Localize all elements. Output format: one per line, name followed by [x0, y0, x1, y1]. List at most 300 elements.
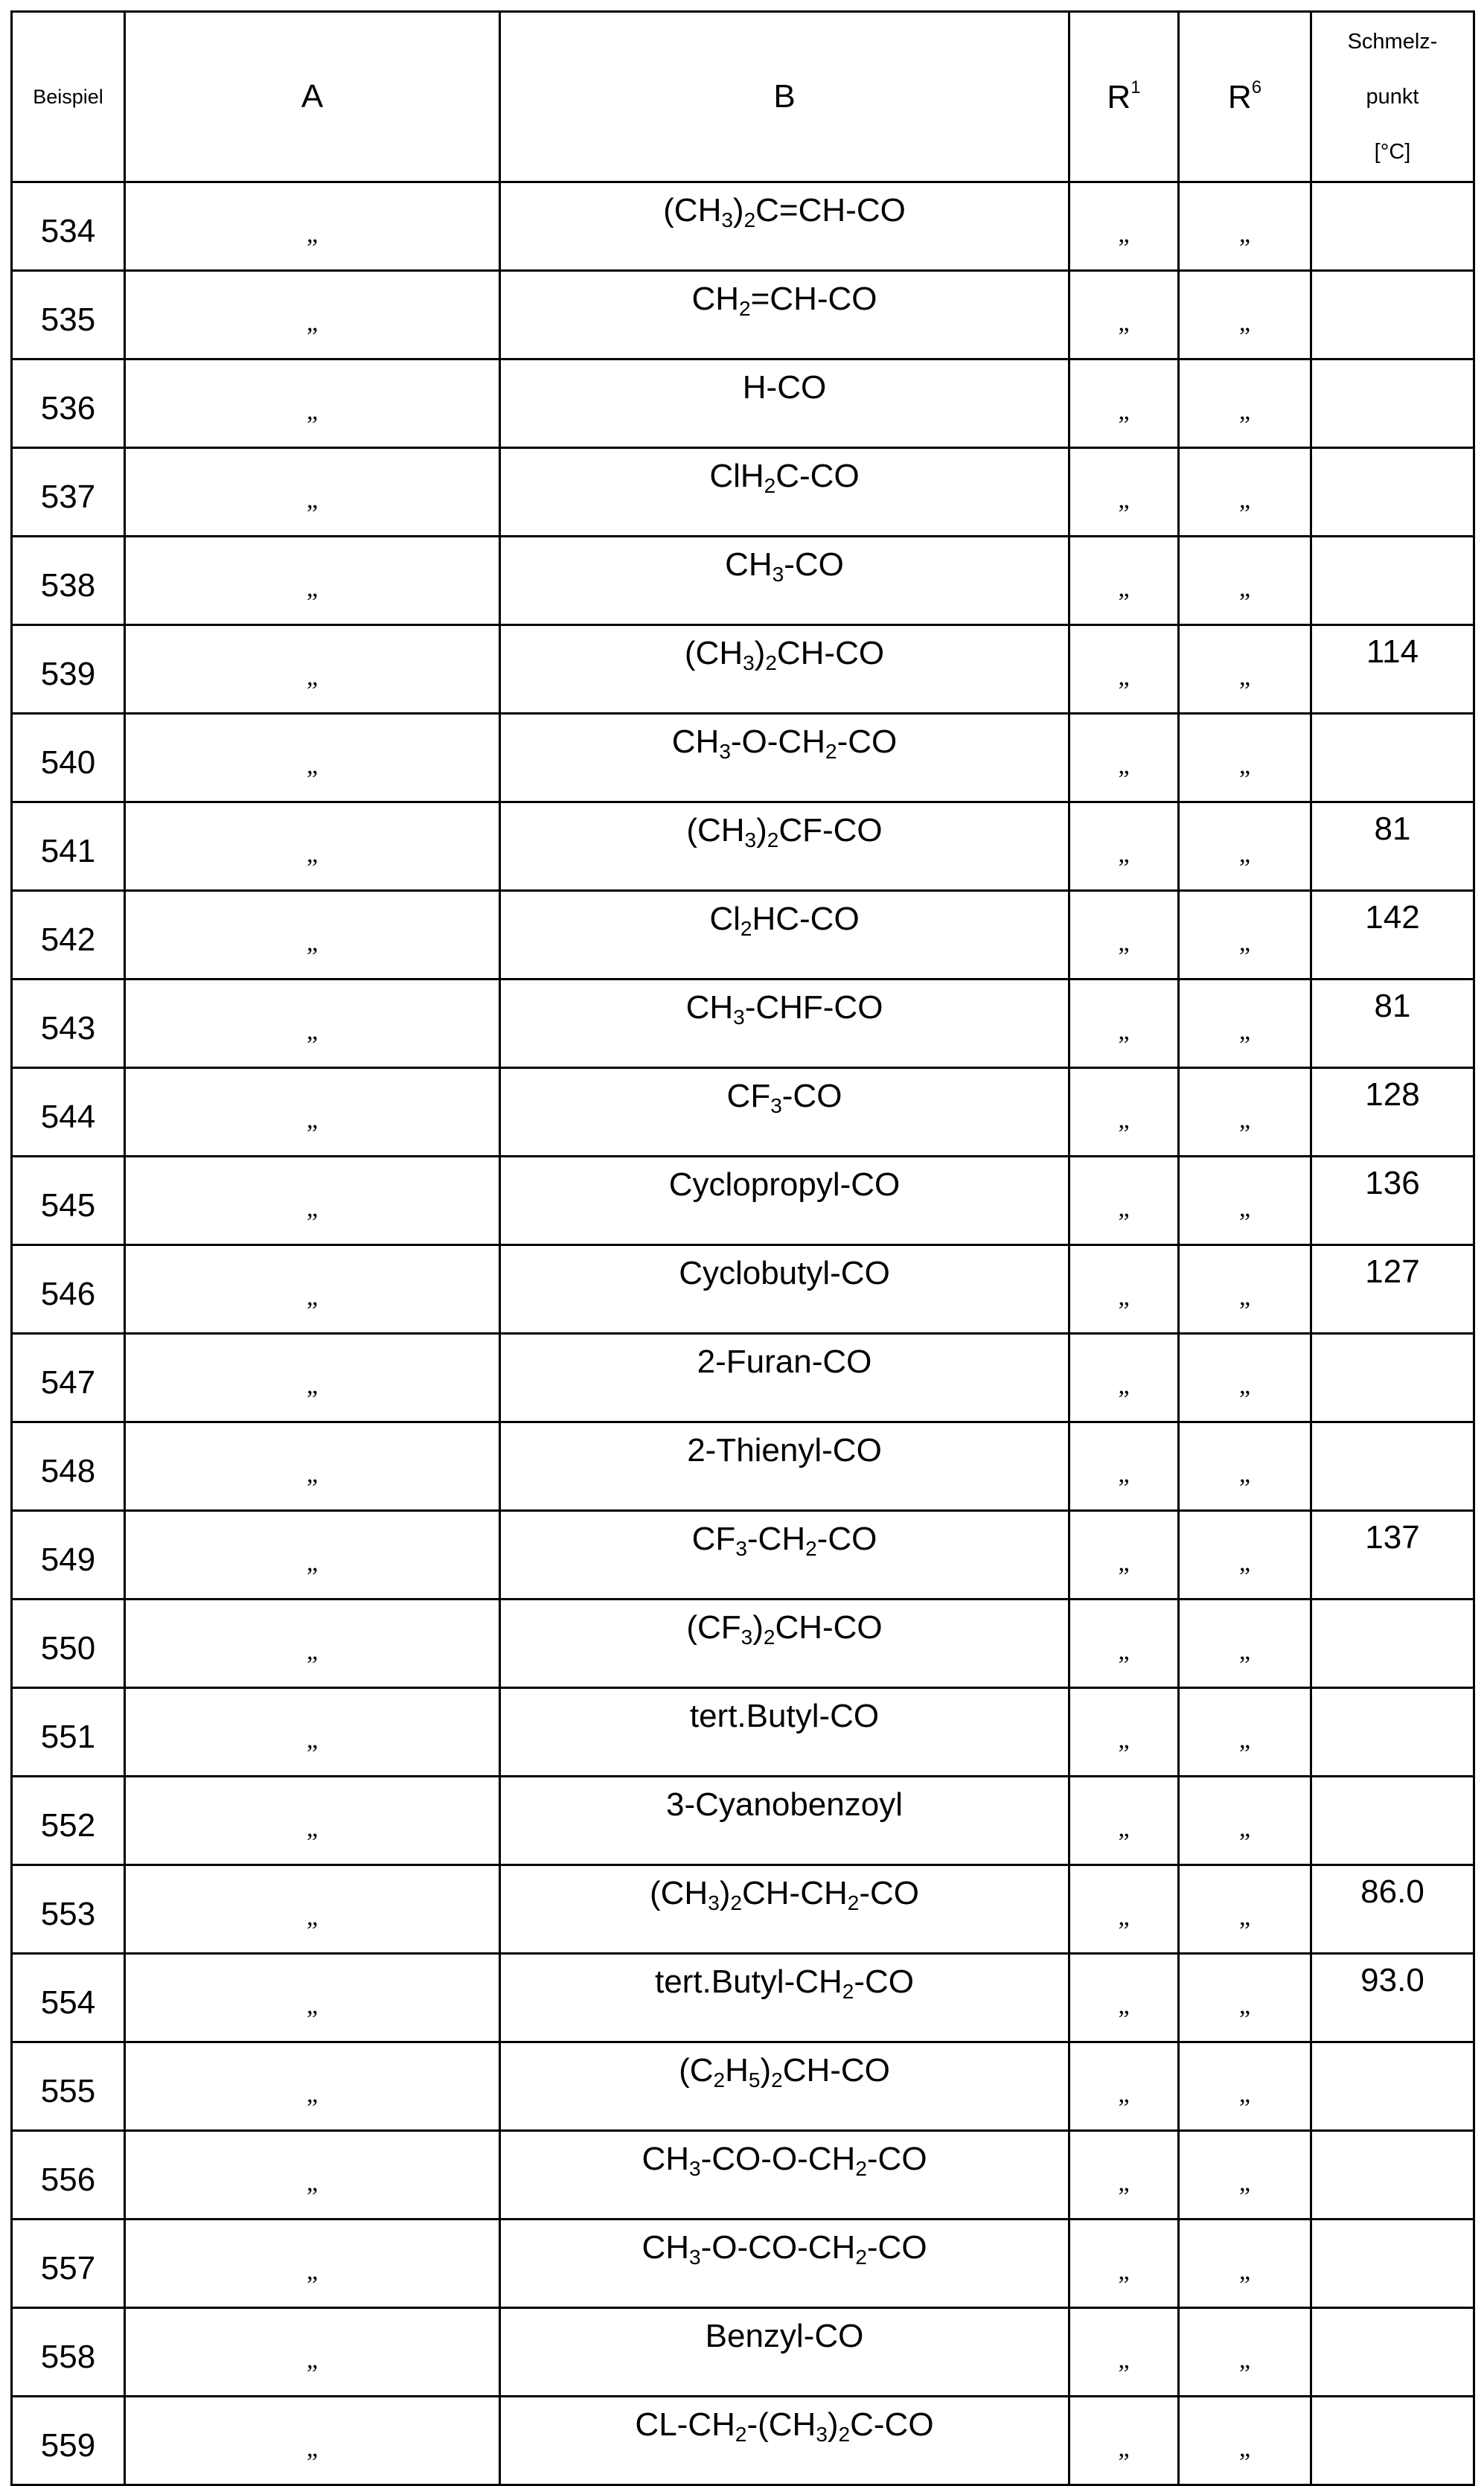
formula-segment: CH-CO: [775, 1609, 883, 1646]
beispiel-cell: 538: [12, 537, 125, 625]
a-cell-ditto: „: [125, 802, 500, 891]
formula-segment: tert.Butyl-CH: [654, 1963, 842, 2000]
a-cell-ditto: „: [125, 1422, 500, 1511]
melting-point-cell: [1311, 1511, 1474, 1600]
formula-segment: CH: [671, 723, 720, 760]
r1-cell-ditto: „: [1069, 1511, 1179, 1600]
formula-segment: 3-Cyanobenzoyl: [666, 1786, 903, 1823]
formula-segment: CH-CH: [742, 1875, 848, 1911]
a-cell-ditto: „: [125, 448, 500, 537]
r1-cell-ditto: „: [1069, 802, 1179, 891]
table-row: [12, 1068, 1474, 1157]
formula-subscript: 3: [735, 1537, 747, 1560]
formula-subscript: 3: [816, 2423, 828, 2446]
melting-point-cell: [1311, 1422, 1474, 1511]
formula-segment: (CH: [686, 812, 745, 849]
formula-subscript: 3: [741, 1626, 753, 1649]
r1-cell-ditto: „: [1069, 182, 1179, 271]
beispiel-cell: 550: [12, 1600, 125, 1688]
formula-segment: H-CO: [742, 369, 827, 406]
b-cell-formula: [500, 1245, 1069, 1334]
formula-text: [501, 1521, 1068, 1561]
formula-segment: -CO: [854, 1963, 915, 2000]
melting-point-cell: [1311, 1954, 1474, 2042]
formula-text: [501, 1875, 1068, 1915]
formula-segment: -(CH: [746, 2406, 816, 2443]
table-body: [12, 182, 1474, 2485]
b-cell-formula: [500, 1422, 1069, 1511]
b-cell-formula: [500, 1865, 1069, 1954]
table-row: [12, 2131, 1474, 2220]
formula-text: [501, 1609, 1068, 1649]
formula-segment: (CF: [686, 1609, 741, 1646]
table-row: [12, 360, 1474, 448]
table-row: [12, 891, 1474, 980]
formula-subscript: 3: [708, 1891, 720, 1914]
formula-segment: HC-CO: [752, 901, 860, 937]
b-cell-formula: [500, 2131, 1069, 2220]
formula-text: [501, 281, 1068, 321]
beispiel-cell: 535: [12, 271, 125, 360]
a-cell-ditto: „: [125, 1954, 500, 2042]
r6-cell-ditto: „: [1179, 1157, 1311, 1245]
formula-subscript: 3: [733, 1006, 745, 1029]
a-cell-ditto: „: [125, 537, 500, 625]
r6-cell-ditto: „: [1179, 1511, 1311, 1600]
melting-point-cell: [1311, 2042, 1474, 2131]
formula-subscript: 3: [689, 2246, 701, 2269]
beispiel-cell: 541: [12, 802, 125, 891]
r1-cell-ditto: „: [1069, 1334, 1179, 1422]
r6-cell-ditto: „: [1179, 1688, 1311, 1777]
r1-cell-ditto: „: [1069, 1068, 1179, 1157]
formula-subscript: 2: [838, 2423, 851, 2446]
table-row: [12, 2220, 1474, 2308]
beispiel-cell: 539: [12, 625, 125, 714]
a-cell-ditto: „: [125, 2308, 500, 2397]
header-r6: [1179, 12, 1311, 182]
formula-segment: CH: [685, 989, 734, 1026]
r6-cell-ditto: „: [1179, 1422, 1311, 1511]
header-row: [12, 12, 1474, 182]
formula-segment: ): [754, 635, 766, 671]
melting-point-cell: [1311, 802, 1474, 891]
beispiel-cell: 549: [12, 1511, 125, 1600]
formula-subscript: 3: [744, 828, 757, 851]
formula-subscript: 3: [719, 740, 731, 763]
formula-text: [501, 1255, 1068, 1292]
formula-segment: -CO: [784, 546, 844, 583]
formula-segment: -CO: [866, 2141, 927, 2177]
formula-text: [501, 458, 1068, 498]
formula-subscript: 2: [743, 208, 756, 231]
table-row: [12, 1334, 1474, 1422]
beispiel-cell: 558: [12, 2308, 125, 2397]
b-cell-formula: [500, 1954, 1069, 2042]
b-cell-formula: [500, 1511, 1069, 1600]
formula-segment: CF: [691, 1521, 736, 1557]
a-cell-ditto: „: [125, 1688, 500, 1777]
r6-cell-ditto: „: [1179, 537, 1311, 625]
formula-text: [501, 635, 1068, 675]
a-cell-ditto: „: [125, 360, 500, 448]
table-row: [12, 1245, 1474, 1334]
b-cell-formula: [500, 1777, 1069, 1865]
formula-subscript: 3: [721, 208, 733, 231]
table-row: [12, 2042, 1474, 2131]
formula-text: [501, 1963, 1068, 2004]
a-cell-ditto: „: [125, 1511, 500, 1600]
formula-segment: ): [732, 192, 744, 229]
formula-text: [501, 901, 1068, 941]
r1-cell-ditto: „: [1069, 1777, 1179, 1865]
formula-segment: C-CO: [775, 458, 860, 494]
b-cell-formula: [500, 1157, 1069, 1245]
melting-point-value: 86.0: [1360, 1873, 1424, 1910]
melting-point-cell: [1311, 448, 1474, 537]
header-a: A: [125, 12, 500, 182]
r1-cell-ditto: „: [1069, 1422, 1179, 1511]
a-cell-ditto: „: [125, 1157, 500, 1245]
b-cell-formula: [500, 2308, 1069, 2397]
a-cell-ditto: „: [125, 891, 500, 980]
a-cell-ditto: „: [125, 182, 500, 271]
beispiel-cell: 556: [12, 2131, 125, 2220]
formula-segment: ): [827, 2406, 839, 2443]
a-cell-ditto: „: [125, 2042, 500, 2131]
table-row: [12, 182, 1474, 271]
b-cell-formula: [500, 271, 1069, 360]
melting-point-cell: [1311, 625, 1474, 714]
b-cell-formula: [500, 802, 1069, 891]
melting-point-cell: [1311, 1865, 1474, 1954]
formula-segment: Cl: [709, 901, 741, 937]
formula-text: [501, 2406, 1068, 2447]
formula-subscript: 2: [763, 1626, 775, 1649]
formula-text: [501, 1343, 1068, 1381]
formula-text: [501, 2052, 1068, 2092]
b-cell-formula: [500, 1688, 1069, 1777]
formula-text: [501, 2229, 1068, 2269]
beispiel-cell: 559: [12, 2397, 125, 2485]
melting-point-cell: [1311, 714, 1474, 802]
melting-point-value: 93.0: [1360, 1962, 1424, 1998]
r1-cell-ditto: „: [1069, 2042, 1179, 2131]
header-r6-sup: 6: [1251, 77, 1262, 98]
formula-subscript: 3: [770, 1094, 782, 1117]
formula-subscript: 3: [743, 651, 755, 674]
formula-text: [501, 723, 1068, 764]
r6-cell-ditto: „: [1179, 2308, 1311, 2397]
r6-cell-ditto: „: [1179, 360, 1311, 448]
header-b: B: [500, 12, 1069, 182]
beispiel-cell: 545: [12, 1157, 125, 1245]
b-cell-formula: [500, 1600, 1069, 1688]
beispiel-cell: 553: [12, 1865, 125, 1954]
beispiel-cell: 537: [12, 448, 125, 537]
formula-text: [501, 2141, 1068, 2181]
melting-point-cell: [1311, 1600, 1474, 1688]
r1-cell-ditto: „: [1069, 1688, 1179, 1777]
formula-segment: -O-CH: [730, 723, 825, 760]
melting-point-cell: [1311, 1245, 1474, 1334]
melting-point-cell: [1311, 1334, 1474, 1422]
b-cell-formula: [500, 980, 1069, 1068]
formula-segment: CH: [642, 2141, 689, 2177]
formula-segment: CF-CO: [778, 812, 883, 849]
beispiel-cell: 542: [12, 891, 125, 980]
formula-text: [501, 1432, 1068, 1469]
formula-segment: CH-CO: [776, 635, 885, 671]
formula-segment: CH: [725, 546, 773, 583]
a-cell-ditto: „: [125, 1245, 500, 1334]
melting-point-cell: [1311, 2308, 1474, 2397]
header-beispiel: Beispiel: [12, 12, 125, 182]
melting-point-value: 127: [1365, 1253, 1420, 1290]
melting-point-cell: [1311, 980, 1474, 1068]
beispiel-cell: 555: [12, 2042, 125, 2131]
r6-cell-ditto: „: [1179, 2042, 1311, 2131]
r1-cell-ditto: „: [1069, 448, 1179, 537]
melting-point-value: 81: [1374, 811, 1411, 847]
r6-cell-ditto: „: [1179, 448, 1311, 537]
formula-subscript: 2: [739, 297, 751, 320]
formula-text: [501, 1698, 1068, 1735]
a-cell-ditto: „: [125, 714, 500, 802]
r1-cell-ditto: „: [1069, 625, 1179, 714]
a-cell-ditto: „: [125, 1334, 500, 1422]
formula-segment: -CO: [816, 1521, 877, 1557]
r6-cell-ditto: „: [1179, 625, 1311, 714]
melting-point-cell: [1311, 537, 1474, 625]
r6-cell-ditto: „: [1179, 1334, 1311, 1422]
formula-segment: -CH: [746, 1521, 806, 1557]
formula-subscript: 5: [748, 2068, 761, 2092]
formula-segment: Cyclobutyl-CO: [679, 1255, 890, 1291]
melting-point-cell: [1311, 1688, 1474, 1777]
formula-text: [501, 812, 1068, 852]
r6-cell-ditto: „: [1179, 1777, 1311, 1865]
header-r1-sup: 1: [1130, 77, 1141, 98]
b-cell-formula: [500, 625, 1069, 714]
table-row: [12, 1954, 1474, 2042]
r1-cell-ditto: „: [1069, 1865, 1179, 1954]
r1-cell-ditto: „: [1069, 271, 1179, 360]
r1-cell-ditto: „: [1069, 980, 1179, 1068]
a-cell-ditto: „: [125, 2131, 500, 2220]
melting-point-cell: [1311, 182, 1474, 271]
beispiel-cell: 554: [12, 1954, 125, 2042]
b-cell-formula: [500, 448, 1069, 537]
r6-cell-ditto: „: [1179, 1068, 1311, 1157]
beispiel-cell: 557: [12, 2220, 125, 2308]
r6-cell-ditto: „: [1179, 1865, 1311, 1954]
r1-cell-ditto: „: [1069, 360, 1179, 448]
r6-cell-ditto: „: [1179, 2397, 1311, 2485]
a-cell-ditto: „: [125, 2220, 500, 2308]
table-row: [12, 1865, 1474, 1954]
melting-point-cell: [1311, 271, 1474, 360]
r1-cell-ditto: „: [1069, 714, 1179, 802]
beispiel-cell: 543: [12, 980, 125, 1068]
beispiel-cell: 546: [12, 1245, 125, 1334]
header-melt-line2: punkt: [1366, 85, 1419, 109]
b-cell-formula: [500, 1068, 1069, 1157]
formula-subscript: 2: [825, 740, 837, 763]
header-r1-base: R: [1107, 79, 1131, 115]
table-row: [12, 1688, 1474, 1777]
r1-cell-ditto: „: [1069, 1600, 1179, 1688]
formula-subscript: 3: [689, 2157, 701, 2180]
beispiel-cell: 548: [12, 1422, 125, 1511]
r1-cell-ditto: „: [1069, 2220, 1179, 2308]
formula-segment: -CO-O-CH: [700, 2141, 856, 2177]
formula-segment: ): [760, 2052, 772, 2089]
beispiel-cell: 544: [12, 1068, 125, 1157]
header-melt-line1: Schmelz-: [1347, 30, 1438, 54]
r1-cell-ditto: „: [1069, 2131, 1179, 2220]
formula-text: [501, 192, 1068, 232]
melting-point-cell: [1311, 891, 1474, 980]
table-row: [12, 1600, 1474, 1688]
formula-text: [501, 1786, 1068, 1824]
formula-subscript: 2: [740, 917, 752, 940]
b-cell-formula: [500, 891, 1069, 980]
formula-subscript: 2: [805, 1537, 817, 1560]
formula-segment: C=CH-CO: [755, 192, 906, 229]
header-melt-line3: [°C]: [1374, 140, 1411, 164]
r6-cell-ditto: „: [1179, 802, 1311, 891]
b-cell-formula: [500, 2220, 1069, 2308]
formula-segment: -O-CO-CH: [700, 2229, 856, 2266]
melting-point-cell: [1311, 2220, 1474, 2308]
melting-point-cell: [1311, 1157, 1474, 1245]
formula-subscript: 3: [772, 563, 784, 586]
a-cell-ditto: „: [125, 1068, 500, 1157]
table-row: [12, 625, 1474, 714]
r1-cell-ditto: „: [1069, 2308, 1179, 2397]
melting-point-cell: [1311, 2131, 1474, 2220]
formula-segment: -CO: [859, 1875, 919, 1911]
beispiel-cell: 552: [12, 1777, 125, 1865]
b-cell-formula: [500, 360, 1069, 448]
r6-cell-ditto: „: [1179, 980, 1311, 1068]
formula-subscript: 2: [842, 1980, 854, 2003]
formula-segment: -CO: [837, 723, 898, 760]
formula-segment: 2-Thienyl-CO: [687, 1432, 882, 1469]
header-r6-base: R: [1227, 79, 1252, 115]
r6-cell-ditto: „: [1179, 1245, 1311, 1334]
formula-segment: Benzyl-CO: [705, 2318, 864, 2354]
r6-cell-ditto: „: [1179, 271, 1311, 360]
table-row: [12, 537, 1474, 625]
r1-cell-ditto: „: [1069, 2397, 1179, 2485]
r6-cell-ditto: „: [1179, 714, 1311, 802]
table-row: [12, 1157, 1474, 1245]
beispiel-cell: 547: [12, 1334, 125, 1422]
formula-segment: C-CO: [850, 2406, 934, 2443]
formula-segment: CH-CO: [782, 2052, 890, 2089]
formula-segment: CH: [642, 2229, 689, 2266]
beispiel-cell: 534: [12, 182, 125, 271]
r6-cell-ditto: „: [1179, 2220, 1311, 2308]
a-cell-ditto: „: [125, 625, 500, 714]
formula-text: [501, 546, 1068, 587]
formula-subscript: 2: [847, 1891, 860, 1914]
b-cell-formula: [500, 714, 1069, 802]
formula-segment: H: [725, 2052, 749, 2089]
r1-cell-ditto: „: [1069, 1245, 1179, 1334]
beispiel-cell: 536: [12, 360, 125, 448]
formula-segment: ClH: [709, 458, 764, 494]
r6-cell-ditto: „: [1179, 1600, 1311, 1688]
formula-text: [501, 2318, 1068, 2355]
formula-segment: (C: [679, 2052, 714, 2089]
beispiel-cell: 551: [12, 1688, 125, 1777]
formula-segment: CL-CH: [635, 2406, 735, 2443]
melting-point-value: 137: [1365, 1519, 1420, 1556]
melting-point-value: 81: [1374, 988, 1411, 1024]
compound-table: [10, 10, 1475, 2486]
header-r1: [1069, 12, 1179, 182]
a-cell-ditto: „: [125, 2397, 500, 2485]
formula-subscript: 2: [855, 2157, 867, 2180]
formula-segment: (CH: [684, 635, 743, 671]
b-cell-formula: [500, 2397, 1069, 2485]
formula-segment: ): [756, 812, 767, 849]
r1-cell-ditto: „: [1069, 891, 1179, 980]
melting-point-cell: [1311, 1777, 1474, 1865]
formula-segment: (CH: [663, 192, 722, 229]
formula-segment: 2-Furan-CO: [697, 1343, 872, 1380]
formula-text: [501, 989, 1068, 1029]
a-cell-ditto: „: [125, 1865, 500, 1954]
melting-point-value: 114: [1366, 633, 1419, 670]
table-row: [12, 1422, 1474, 1511]
formula-segment: =CH-CO: [750, 281, 877, 317]
formula-subscript: 2: [765, 651, 777, 674]
r6-cell-ditto: „: [1179, 2131, 1311, 2220]
r6-cell-ditto: „: [1179, 1954, 1311, 2042]
table-row: [12, 448, 1474, 537]
r1-cell-ditto: „: [1069, 537, 1179, 625]
table-row: [12, 2397, 1474, 2485]
r6-cell-ditto: „: [1179, 182, 1311, 271]
formula-segment: CH: [691, 281, 740, 317]
melting-point-cell: [1311, 2397, 1474, 2485]
formula-segment: tert.Butyl-CO: [689, 1698, 880, 1734]
table-row: [12, 1511, 1474, 1600]
formula-subscript: 2: [764, 474, 776, 497]
melting-point-cell: [1311, 1068, 1474, 1157]
formula-subscript: 2: [730, 1891, 742, 1914]
formula-text: [501, 1166, 1068, 1204]
table-row: [12, 980, 1474, 1068]
a-cell-ditto: „: [125, 1600, 500, 1688]
formula-segment: ): [719, 1875, 731, 1911]
formula-subscript: 2: [771, 2068, 783, 2092]
a-cell-ditto: „: [125, 271, 500, 360]
table-row: [12, 271, 1474, 360]
melting-point-value: 128: [1365, 1076, 1420, 1113]
b-cell-formula: [500, 2042, 1069, 2131]
formula-text: [501, 369, 1068, 406]
melting-point-value: 142: [1365, 899, 1420, 936]
formula-subscript: 2: [713, 2068, 726, 2092]
b-cell-formula: [500, 537, 1069, 625]
melting-point-cell: [1311, 360, 1474, 448]
formula-subscript: 2: [855, 2246, 867, 2269]
